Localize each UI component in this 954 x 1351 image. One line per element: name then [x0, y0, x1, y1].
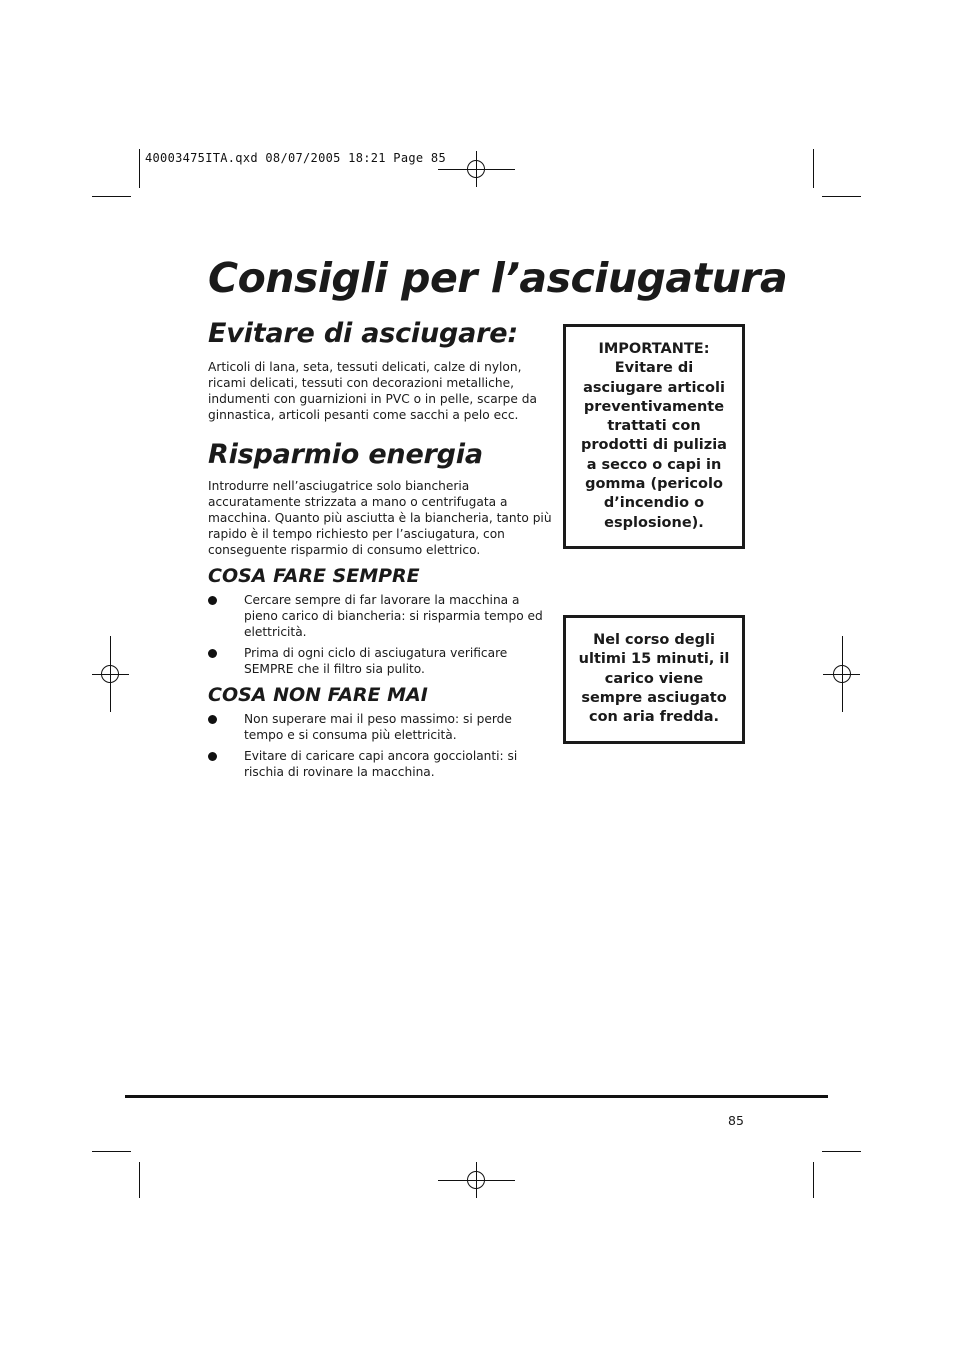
bullet-icon — [208, 752, 217, 761]
list-item: Non superare mai il peso massimo: si perde tempo e si consuma più elettricità. — [208, 711, 553, 743]
section-text-energy-saving: Introdurre nell’asciugatrice solo biancheria accuratamente strizzata a mano o centrifugata a macchina. Quanto più asciutta è la biancheria, tanto più rapido è il tempo richiesto per l’asciugatura, con conseguente risparmio di consumo elettrico. — [208, 479, 552, 557]
page-title: Consigli per l’asciugatura — [208, 254, 788, 302]
subheading-always-do: COSA FARE SEMPRE — [208, 565, 420, 587]
bullet-icon — [208, 649, 217, 658]
section-heading-avoid-drying: Evitare di asciugare: — [208, 318, 518, 349]
list-always-do — [208, 592, 553, 682]
list-item: Evitare di caricare capi ancora gocciolanti: si rischia di rovinare la macchina. — [208, 748, 553, 780]
cool-down-note-box — [563, 615, 745, 744]
note-text: Nel corso degli ultimi 15 minuti, il carico viene sempre asciugato con aria fredda. — [578, 632, 730, 726]
page-number: 85 — [728, 1113, 744, 1128]
list-item: Prima di ogni ciclo di asciugatura verificare SEMPRE che il filtro sia pulito. — [208, 645, 553, 677]
bullet-icon — [208, 715, 217, 724]
footer-rule — [125, 1095, 828, 1098]
important-warning-box — [563, 324, 745, 549]
list-never-do — [208, 711, 553, 785]
section-heading-energy-saving: Risparmio energia — [208, 439, 483, 470]
print-slug: 40003475ITA.qxd 08/07/2005 18:21 Page 85 — [145, 151, 446, 165]
bullet-icon — [208, 596, 217, 605]
list-item: Cercare sempre di far lavorare la macchina a pieno carico di biancheria: si risparmia tempo ed elettricità. — [208, 592, 553, 640]
section-text-avoid-drying: Articoli di lana, seta, tessuti delicati, calze di nylon, ricami delicati, tessuti con decorazioni metalliche, indumenti con guarnizioni in PVC o in pelle, scarpe da ginnastica, articoli pesanti come sacchi a pelo ecc. — [208, 360, 537, 422]
important-label: IMPORTANTE: — [598, 341, 710, 357]
important-text: Evitare di asciugare articoli preventivamente trattati con prodotti di pulizia a secco o capi in gomma (pericolo d’incendio o esplosione). — [581, 360, 727, 531]
subheading-never-do: COSA NON FARE MAI — [208, 684, 428, 706]
